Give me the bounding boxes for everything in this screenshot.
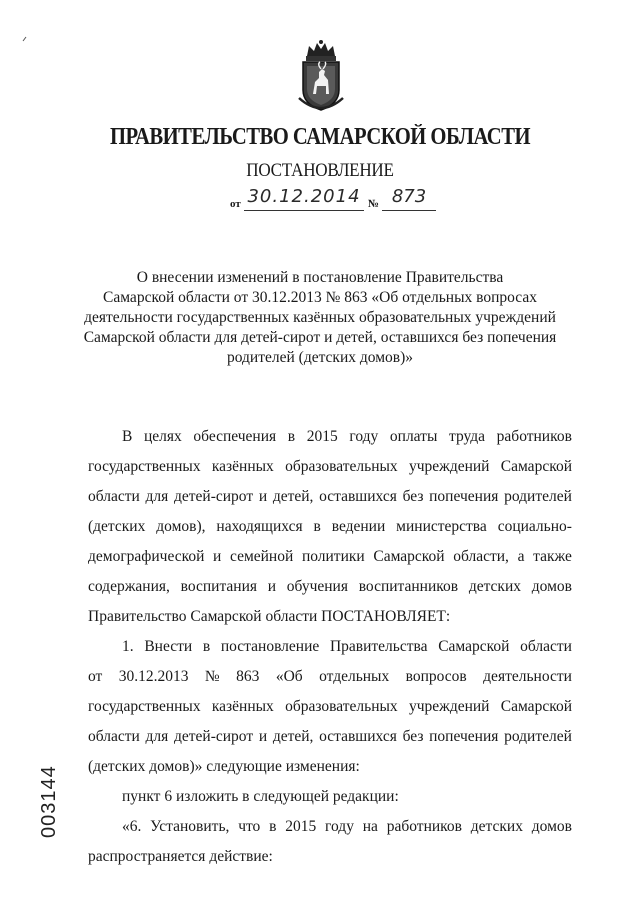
word: работников bbox=[496, 428, 572, 445]
word: 2015 bbox=[285, 818, 317, 835]
word: детей-сирот bbox=[174, 488, 254, 505]
body-line bbox=[88, 692, 572, 722]
word: для bbox=[145, 728, 169, 745]
government-title: ПРАВИТЕЛЬСТВО САМАРСКОЙ ОБЛАСТИ bbox=[109, 124, 531, 150]
body-line bbox=[88, 422, 572, 452]
word: 30.12.2013 bbox=[118, 668, 189, 685]
word: семейной bbox=[230, 548, 294, 565]
word: домов), bbox=[156, 518, 206, 535]
word: образовательных bbox=[285, 458, 398, 475]
word: области bbox=[88, 728, 140, 745]
word: на bbox=[362, 818, 378, 835]
document-body bbox=[88, 422, 572, 872]
body-line: пункт 6 изложить в следующей редакции: bbox=[122, 788, 399, 805]
word: родителей bbox=[504, 488, 572, 505]
document-date: 30.12.2014 bbox=[244, 186, 364, 211]
word: и bbox=[213, 548, 222, 565]
word: Самарской bbox=[500, 458, 572, 475]
word: году bbox=[349, 428, 379, 445]
word: социально- bbox=[497, 518, 572, 535]
document-subject bbox=[60, 268, 580, 368]
word: области bbox=[88, 488, 140, 505]
word: государственных bbox=[88, 698, 201, 715]
word: и bbox=[258, 728, 268, 745]
word: (детских bbox=[88, 518, 146, 535]
word: попечения bbox=[429, 728, 499, 745]
body-line bbox=[88, 572, 572, 602]
word: постановление bbox=[220, 638, 320, 655]
body-line bbox=[88, 542, 572, 572]
word: государственных bbox=[88, 458, 201, 475]
body-line bbox=[88, 452, 572, 482]
subject-line: деятельности государственных казённых образовательных учреждений bbox=[84, 309, 556, 326]
body-line bbox=[88, 812, 572, 842]
word: детских bbox=[470, 818, 523, 835]
word: деятельности bbox=[483, 668, 572, 685]
archive-stamp-number: 003144 bbox=[38, 765, 60, 838]
word: домов bbox=[531, 578, 572, 595]
word: политики bbox=[301, 548, 365, 565]
word: в bbox=[269, 818, 277, 835]
word: воспитания bbox=[180, 578, 258, 595]
body-line: Правительство Самарской области ПОСТАНОВЛЯЕТ: bbox=[88, 608, 451, 625]
word: что bbox=[238, 818, 261, 835]
word: и bbox=[258, 488, 268, 505]
word: оставшихся bbox=[319, 728, 397, 745]
body-line bbox=[88, 512, 572, 542]
word: оставшихся bbox=[319, 488, 397, 505]
word: родителей bbox=[504, 728, 572, 745]
date-prefix: от bbox=[230, 198, 241, 210]
word: «Об bbox=[275, 668, 303, 685]
body-line bbox=[88, 482, 572, 512]
word: «6. bbox=[122, 818, 142, 835]
word: домов bbox=[531, 818, 572, 835]
word: году bbox=[325, 818, 354, 835]
word: для bbox=[145, 488, 169, 505]
date-number-line bbox=[230, 186, 440, 214]
word: Самарской bbox=[373, 548, 445, 565]
word: без bbox=[402, 728, 424, 745]
word: 2015 bbox=[306, 428, 338, 445]
word: министерства bbox=[396, 518, 487, 535]
subject-line: Самарской области от 30.12.2013 № 863 «Об отдельных вопросах bbox=[103, 289, 537, 306]
number-prefix: № bbox=[368, 198, 380, 210]
word: детей, bbox=[272, 488, 314, 505]
body-line bbox=[88, 722, 572, 752]
word: детей, bbox=[272, 728, 314, 745]
samara-coat-of-arms-icon bbox=[295, 38, 347, 116]
document-number: 873 bbox=[382, 186, 436, 211]
word: и bbox=[267, 578, 277, 595]
stray-mark bbox=[22, 36, 28, 42]
word: находящихся bbox=[216, 518, 303, 535]
word: 863 bbox=[236, 668, 260, 685]
word: Установить, bbox=[150, 818, 230, 835]
word: учреждений bbox=[408, 698, 490, 715]
word: Самарской bbox=[438, 638, 510, 655]
word: учреждений bbox=[408, 458, 490, 475]
word: № bbox=[204, 668, 220, 685]
word: в bbox=[287, 428, 296, 445]
word: без bbox=[402, 488, 424, 505]
document-type: ПОСТАНОВЛЕНИЕ bbox=[246, 160, 394, 181]
word: ведении bbox=[331, 518, 386, 535]
word: вопросов bbox=[405, 668, 467, 685]
word: в bbox=[313, 518, 321, 535]
word: воспитанников bbox=[358, 578, 459, 595]
word: образовательных bbox=[285, 698, 398, 715]
word: В bbox=[122, 428, 133, 445]
word: казённых bbox=[211, 458, 274, 475]
word: детских bbox=[468, 578, 521, 595]
word: казённых bbox=[211, 698, 274, 715]
word: содержания, bbox=[88, 578, 170, 595]
word: работников bbox=[386, 818, 462, 835]
word: Самарской bbox=[500, 698, 572, 715]
word: детей-сирот bbox=[174, 728, 254, 745]
subject-line: Самарской области для детей-сирот и детей, оставшихся без попечения bbox=[83, 329, 557, 346]
word: демографической bbox=[88, 548, 205, 565]
word: 1. bbox=[122, 638, 134, 655]
word: целях bbox=[143, 428, 182, 445]
word: области, bbox=[453, 548, 509, 565]
word: попечения bbox=[429, 488, 499, 505]
word: а bbox=[517, 548, 525, 565]
subject-line: родителей (детских домов)» bbox=[226, 349, 414, 366]
word: Внести bbox=[144, 638, 193, 655]
word: также bbox=[533, 548, 572, 565]
body-line: распространяется действие: bbox=[88, 848, 273, 865]
word: от bbox=[88, 668, 103, 685]
word: труда bbox=[448, 428, 486, 445]
word: области bbox=[520, 638, 572, 655]
word: обеспечения bbox=[193, 428, 277, 445]
subject-line: О внесении изменений в постановление Правительства bbox=[136, 269, 504, 286]
word: обучения bbox=[286, 578, 348, 595]
body-line bbox=[88, 662, 572, 692]
body-line: (детских домов)» следующие изменения: bbox=[88, 758, 360, 775]
word: Правительства bbox=[329, 638, 428, 655]
word: отдельных bbox=[319, 668, 390, 685]
word: в bbox=[202, 638, 211, 655]
word: оплаты bbox=[389, 428, 438, 445]
body-line bbox=[88, 632, 572, 662]
